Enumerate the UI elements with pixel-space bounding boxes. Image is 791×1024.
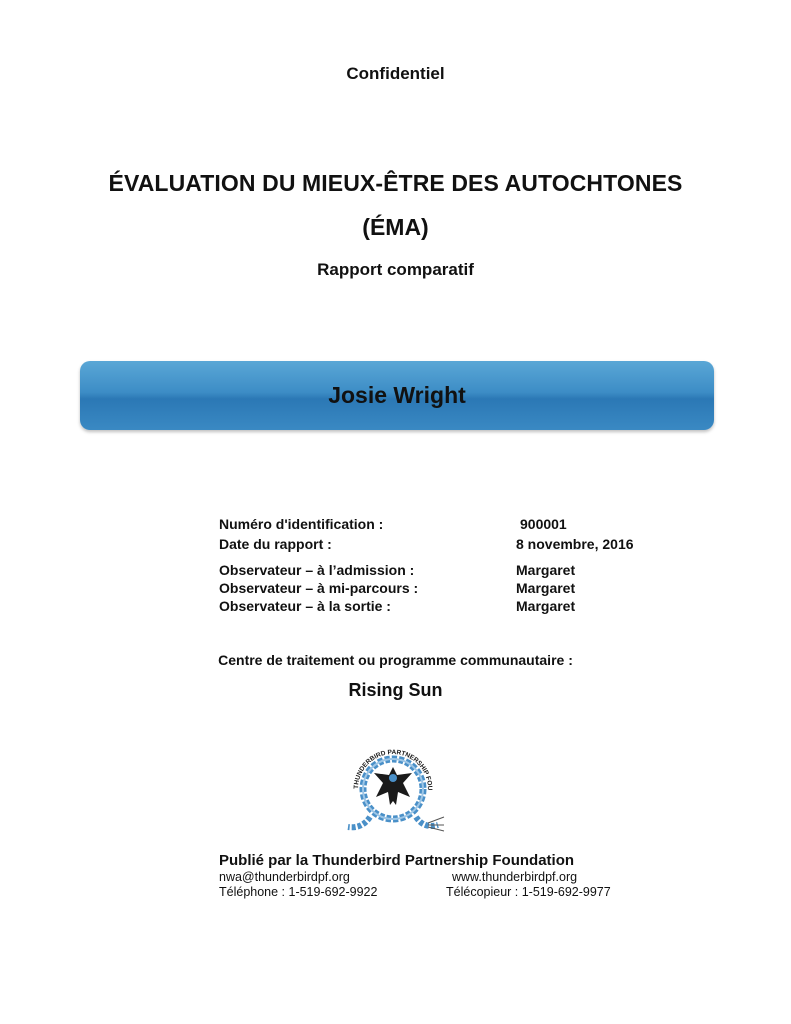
obs-admission-value: Margaret <box>516 562 576 578</box>
report-subtitle: Rapport comparatif <box>317 260 474 279</box>
obs-exit-value: Margaret <box>516 598 576 614</box>
contact-phone: Téléphone : 1-519-692-9922 <box>219 885 378 899</box>
contact-email[interactable]: nwa@thunderbirdpf.org <box>219 870 350 884</box>
report-title-acronym: (ÉMA) <box>362 214 429 240</box>
id-label: Numéro d'identification : <box>219 516 384 532</box>
centre-name: Rising Sun <box>348 680 443 700</box>
client-name-banner <box>80 361 714 430</box>
obs-admission-label: Observateur – à l’admission : <box>219 562 415 578</box>
obs-mid-value: Margaret <box>516 580 576 596</box>
obs-exit-label: Observateur – à la sortie : <box>219 598 391 614</box>
id-value: 900001 <box>520 516 567 532</box>
client-name: Josie Wright <box>328 382 466 408</box>
centre-label: Centre de traitement ou programme communautaire : <box>218 652 573 668</box>
date-label: Date du rapport : <box>219 536 332 552</box>
report-title: ÉVALUATION DU MIEUX-ÊTRE DES AUTOCHTONES <box>108 170 683 196</box>
publisher-line: Publié par la Thunderbird Partnership Foundation <box>219 852 575 869</box>
contact-fax: Télécopieur : 1-519-692-9977 <box>446 885 611 899</box>
thunderbird-logo-icon <box>340 737 446 837</box>
contact-website[interactable]: www.thunderbirdpf.org <box>452 870 578 884</box>
date-value: 8 novembre, 2016 <box>516 536 634 552</box>
confidential-label: Confidentiel <box>346 64 445 83</box>
logo-text: THUNDERBIRD PARTNERSHIP FOU <box>352 748 434 791</box>
obs-mid-label: Observateur – à mi-parcours : <box>219 580 419 596</box>
